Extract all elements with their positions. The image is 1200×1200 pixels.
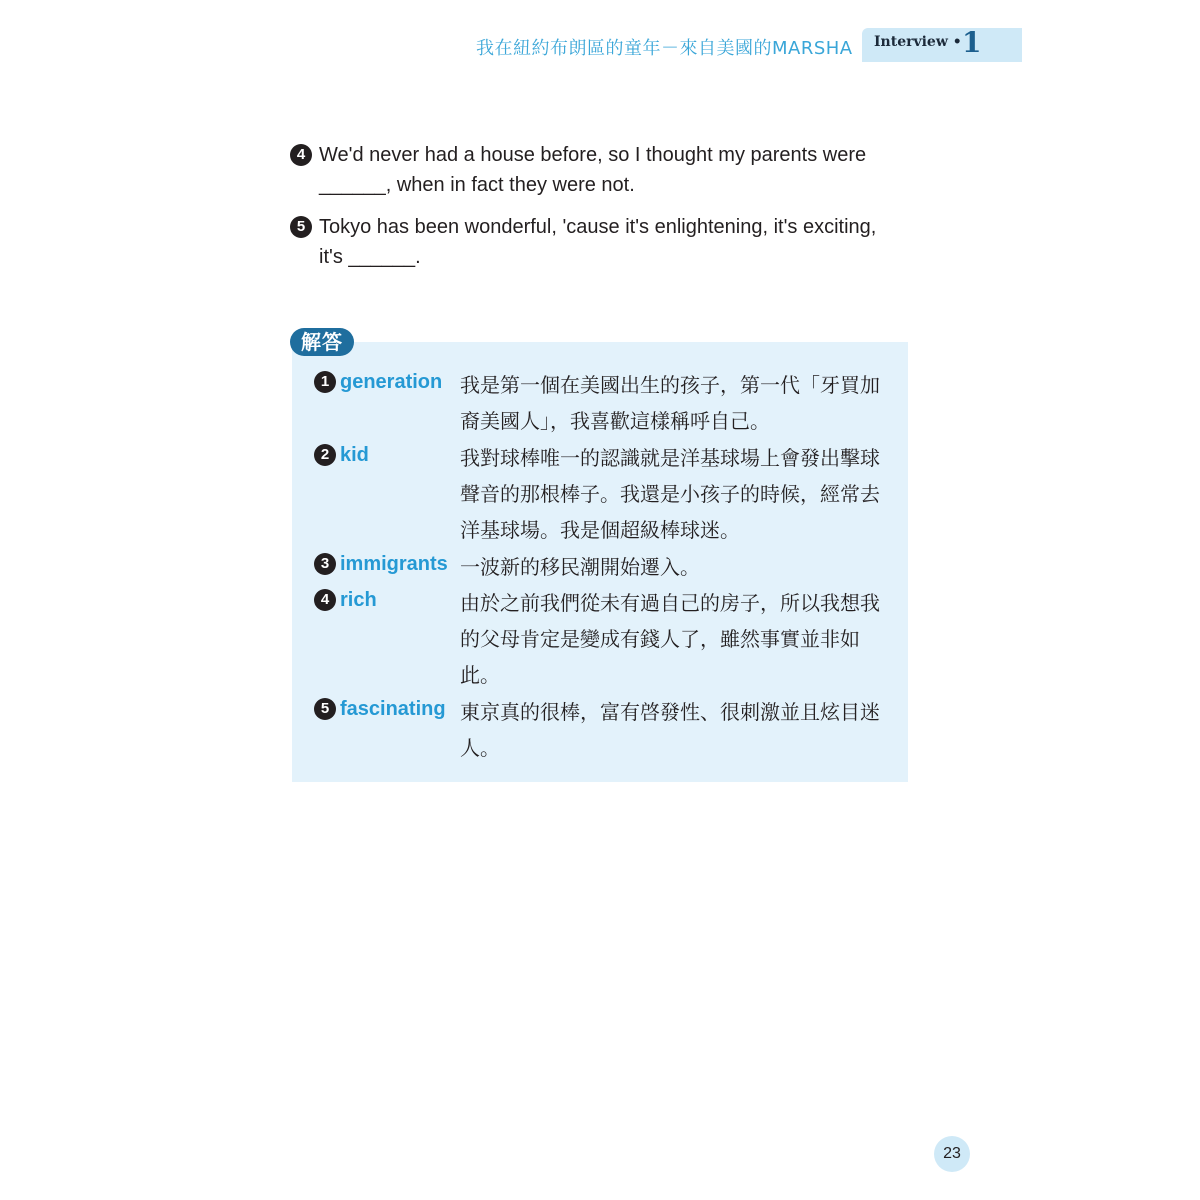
question-text-line: it's ______. (319, 246, 421, 268)
question-item (290, 212, 910, 272)
answer-word: immigrants (340, 553, 448, 575)
answer-translation: 一波新的移民潮開始遷入。 (460, 555, 700, 579)
question-number-badge: 5 (290, 216, 312, 238)
answers-label: 解答 (290, 328, 354, 356)
chapter-tab-label: Interview • (874, 34, 962, 50)
answer-number-badge: 2 (314, 444, 336, 466)
question-number-badge: 4 (290, 144, 312, 166)
question-text-line: Tokyo has been wonderful, 'cause it's enlightening, it's exciting, (319, 216, 877, 238)
answer-number-badge: 1 (314, 371, 336, 393)
answer-word: fascinating (340, 698, 446, 720)
answer-translation: 我是第一個在美國出生的孩子，第一代「牙買加裔美國人」，我喜歡這樣稱呼自己。 (460, 373, 880, 433)
chapter-tab-number: 1 (962, 26, 982, 59)
answer-number-badge: 5 (314, 698, 336, 720)
answer-word: rich (340, 589, 377, 611)
running-header-title: 我在紐約布朗區的童年－來自美國的MARSHA (476, 38, 853, 59)
answer-number-badge: 4 (314, 589, 336, 611)
answer-translation: 東京真的很棒，富有啓發性、很刺激並且炫目迷人。 (460, 700, 880, 760)
question-text-line: ______, when in fact they were not. (319, 174, 635, 196)
answer-translation: 由於之前我們從未有過自己的房子，所以我想我的父母肯定是變成有錢人了，雖然事實並非如此。 (460, 591, 880, 687)
page-number: 23 (934, 1136, 970, 1172)
answer-word: generation (340, 371, 443, 393)
question-item (290, 140, 910, 200)
answer-word: kid (340, 444, 369, 466)
answer-number-badge: 3 (314, 553, 336, 575)
answer-translation: 我對球棒唯一的認識就是洋基球場上會發出擊球聲音的那根棒子。我還是小孩子的時候，經常去洋基球場。我是個超級棒球迷。 (460, 446, 880, 542)
question-text-line: We'd never had a house before, so I thought my parents were (319, 144, 867, 166)
